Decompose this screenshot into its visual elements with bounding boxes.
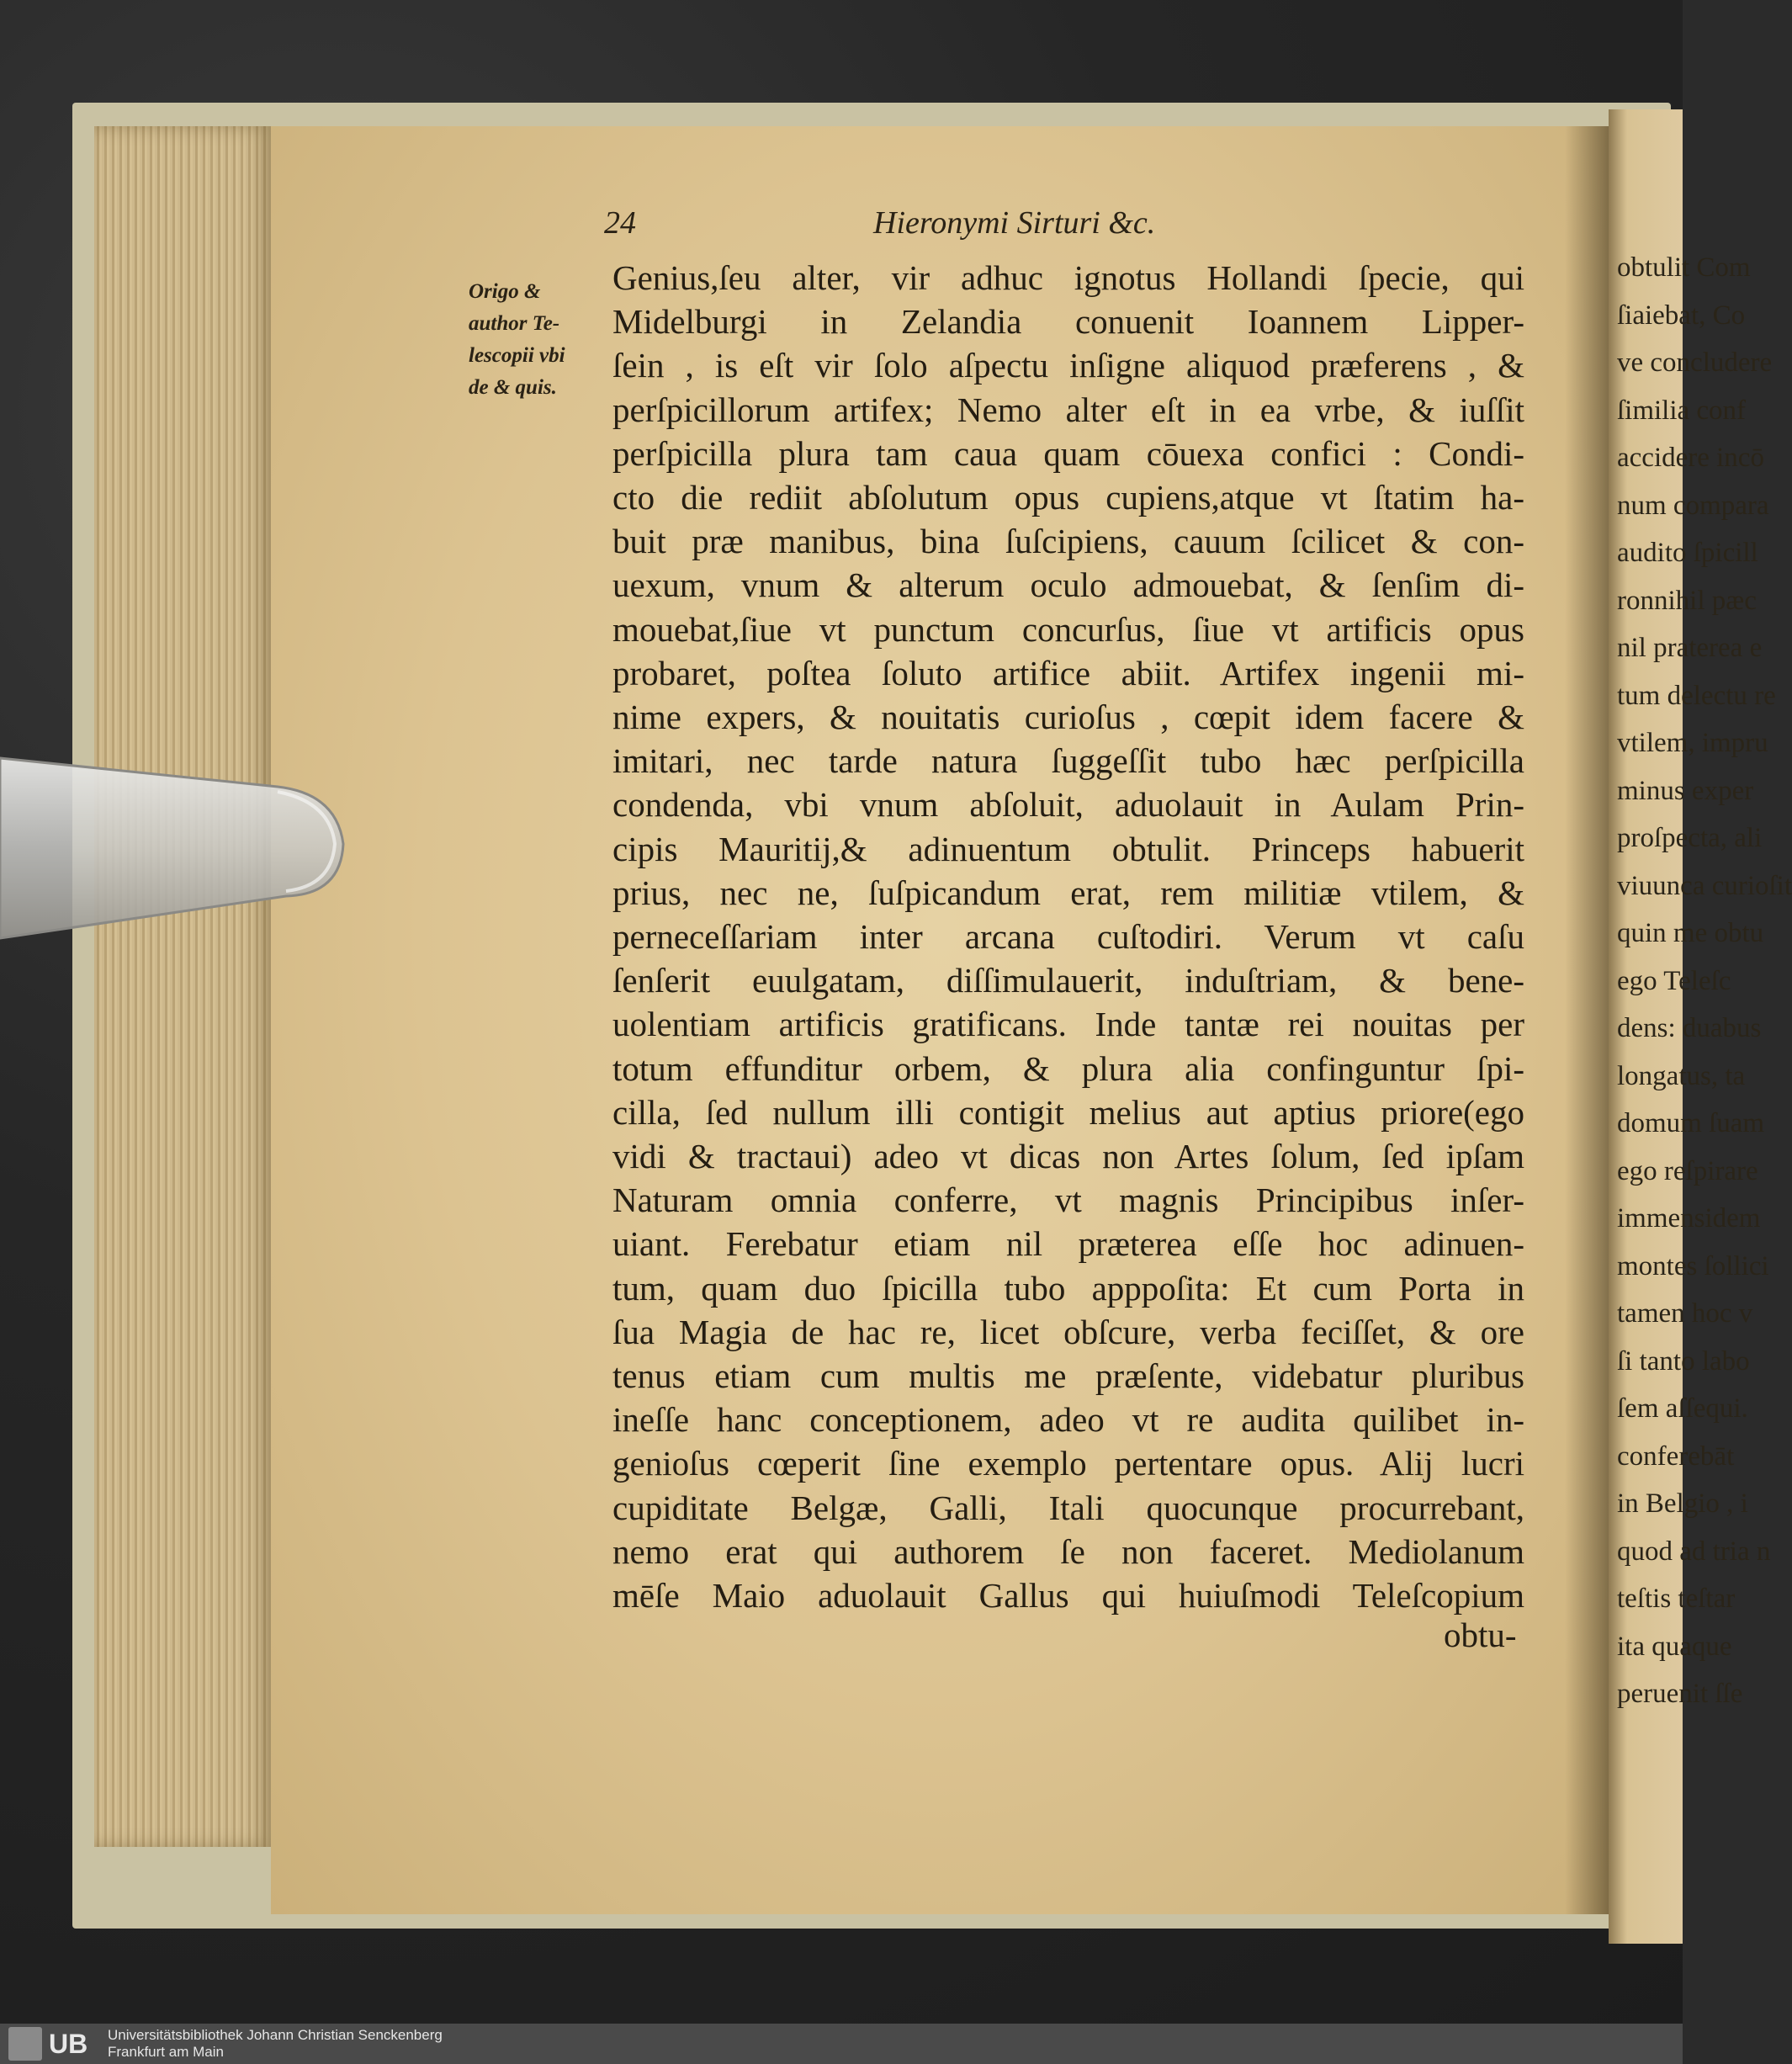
ub-logo	[8, 2027, 87, 2061]
facing-page-line: audito ſpicill	[1617, 538, 1758, 568]
facing-page-line: ſimilia conf	[1617, 395, 1747, 426]
body-line: cipis Mauritij,& adinuentum obtulit. Princeps habuerit	[612, 830, 1524, 868]
body-line: probaret, poſtea ſoluto artifice abiit. Artifex ingenii mi-	[612, 654, 1524, 692]
margin-note-line: author Te-	[469, 312, 560, 335]
body-line: ſenſerit euulgatam, diſſimulauerit, induſtriam, & bene-	[612, 961, 1524, 1000]
body-line: mouebat,ſiue vt punctum concurſus, ſiue vt artificis opus	[612, 610, 1524, 649]
facing-page-line: ve concludere	[1617, 348, 1773, 378]
body-line: vidi & tractaui) adeo vt dicas non Artes ſolum, ſed ipſam	[612, 1137, 1524, 1175]
body-line: uiant. Ferebatur etiam nil præterea eſſe hoc adinuen-	[612, 1224, 1524, 1263]
body-line: condenda, vbi vnum abſoluit, aduolauit in Aulam Prin-	[612, 785, 1524, 824]
page-gutter-shadow	[1565, 126, 1615, 1914]
facing-page-line: ego reſpirare	[1617, 1156, 1758, 1186]
body-line: ſua Magia de hac re, licet obſcure, verba feciſſet, & ore	[612, 1313, 1524, 1351]
body-line: Midelburgi in Zelandia conuenit Ioannem Lipper-	[612, 302, 1524, 341]
body-line: Naturam omnia conferre, vt magnis Principibus inſer-	[612, 1181, 1524, 1219]
facing-page-line: peruenit ſſe	[1617, 1679, 1743, 1709]
facing-page-line: montes ſollici	[1617, 1251, 1769, 1281]
facing-page-line: nil praterea e	[1617, 633, 1763, 663]
body-line: ſein , is eſt vir ſolo aſpectu inſigne aliquod præferens , &	[612, 346, 1524, 385]
glass-page-holder	[0, 751, 347, 947]
facing-page-line: dens: duabus	[1617, 1013, 1762, 1043]
body-line: cto die rediit abſolutum opus cupiens,atque vt ſtatim ha-	[612, 478, 1524, 517]
facing-page-line: num compara	[1617, 491, 1769, 521]
page-edges	[94, 126, 271, 1847]
body-line: totum effunditur orbem, & plura alia confinguntur ſpi-	[612, 1049, 1524, 1088]
footer-line-2: Frankfurt am Main	[108, 2044, 224, 2060]
facing-page-line: ita quaque	[1617, 1632, 1732, 1662]
body-line: imitari, nec tarde natura ſuggeſſit tubo hæc perſpicilla	[612, 741, 1524, 780]
footer-bar	[0, 2024, 1683, 2064]
body-line: ineſſe hanc conceptionem, adeo vt re audita quilibet in-	[612, 1400, 1524, 1439]
body-line: tenus etiam cum multis me præſente, videbatur pluribus	[612, 1356, 1524, 1395]
margin-note-line: lescopii vbi	[469, 344, 565, 367]
margin-note-line: de & quis.	[469, 376, 557, 399]
footer-line-1: Universitätsbibliothek Johann Christian Senckenberg	[108, 2027, 443, 2043]
page-number: 24	[604, 205, 636, 241]
body-line: Genius,ſeu alter, vir adhuc ignotus Hollandi ſpecie, qui	[612, 258, 1524, 297]
facing-page-line: domum ſuam	[1617, 1108, 1765, 1138]
body-line: prius, nec ne, ſuſpicandum erat, rem militiæ vtilem, &	[612, 873, 1524, 912]
facing-page-line: teſtis teſtar	[1617, 1584, 1736, 1614]
facing-page-line: minus exper	[1617, 776, 1754, 806]
facing-page-line: ſi tanto labo	[1617, 1346, 1750, 1377]
body-line: nemo erat qui authorem ſe non faceret. Mediolanum	[612, 1532, 1524, 1571]
body-line: tum, quam duo ſpicilla tubo apppoſita: Et cum Porta in	[612, 1269, 1524, 1308]
body-line: perſpicillorum artifex; Nemo alter eſt in ea vrbe, & iuſſit	[612, 390, 1524, 429]
body-line: perſpicilla plura tam caua quam cōuexa confici : Condi-	[612, 434, 1524, 473]
facing-page-line: ego Teleſc	[1617, 966, 1731, 996]
facing-page-line: accidere incō	[1617, 443, 1764, 473]
facing-page-line: proſpecta, ali	[1617, 823, 1763, 853]
catchword: obtu-	[1444, 1616, 1517, 1654]
facing-page-line: longatus, ta	[1617, 1061, 1746, 1091]
footer-institution	[108, 2027, 443, 2061]
body-line: uexum, vnum & alterum oculo admouebat, & ſenſim di-	[612, 565, 1524, 604]
facing-page-line: obtulit Com	[1617, 252, 1751, 283]
facing-page-line: vtilem, impru	[1617, 728, 1768, 758]
body-line: cilla, ſed nullum illi contigit melius aut aptius priore(ego	[612, 1093, 1524, 1132]
facing-page-line: ſem aſſequi.	[1617, 1393, 1748, 1424]
facing-page-line: tum delectu re	[1617, 681, 1776, 711]
body-line: mēſe Maio aduolauit Gallus qui huiuſmodi Teleſcopium	[612, 1576, 1524, 1615]
margin-note-line: Origo &	[469, 280, 541, 303]
facing-page-line: viuunca curioſit	[1617, 871, 1792, 901]
body-line: perneceſſariam inter arcana cuſtodiri. Verum vt caſu	[612, 917, 1524, 956]
facing-page-line: tamen hoc v	[1617, 1298, 1753, 1329]
body-line: cupiditate Belgæ, Galli, Itali quocunque procurrebant,	[612, 1488, 1524, 1527]
facing-page-line: ronnihil pæc	[1617, 586, 1757, 616]
ub-logo-icon	[8, 2027, 42, 2061]
body-line: nime expers, & nouitatis curioſus , cœpit idem facere &	[612, 698, 1524, 736]
running-head-title: Hieronymi Sirturi &c.	[873, 205, 1156, 241]
facing-page-line: conferebāt	[1617, 1441, 1735, 1472]
facing-page-line: quin me obtu	[1617, 918, 1764, 948]
facing-page	[1609, 109, 1792, 1944]
body-line: buit præ manibus, bina ſuſcipiens, cauum ſcilicet & con-	[612, 522, 1524, 560]
facing-page-line: immensidem	[1617, 1203, 1761, 1234]
facing-page-line: quod ad tria n	[1617, 1536, 1771, 1567]
ub-logo-text: UB	[49, 2028, 88, 2059]
body-line: genioſus cœperit ſine exemplo pertentare opus. Alij lucri	[612, 1444, 1524, 1483]
body-line: uolentiam artificis gratificans. Inde tantæ rei nouitas per	[612, 1005, 1524, 1043]
facing-page-line: ſiaiebat, Co	[1617, 300, 1746, 331]
facing-page-line: in Belgio , i	[1617, 1488, 1748, 1519]
